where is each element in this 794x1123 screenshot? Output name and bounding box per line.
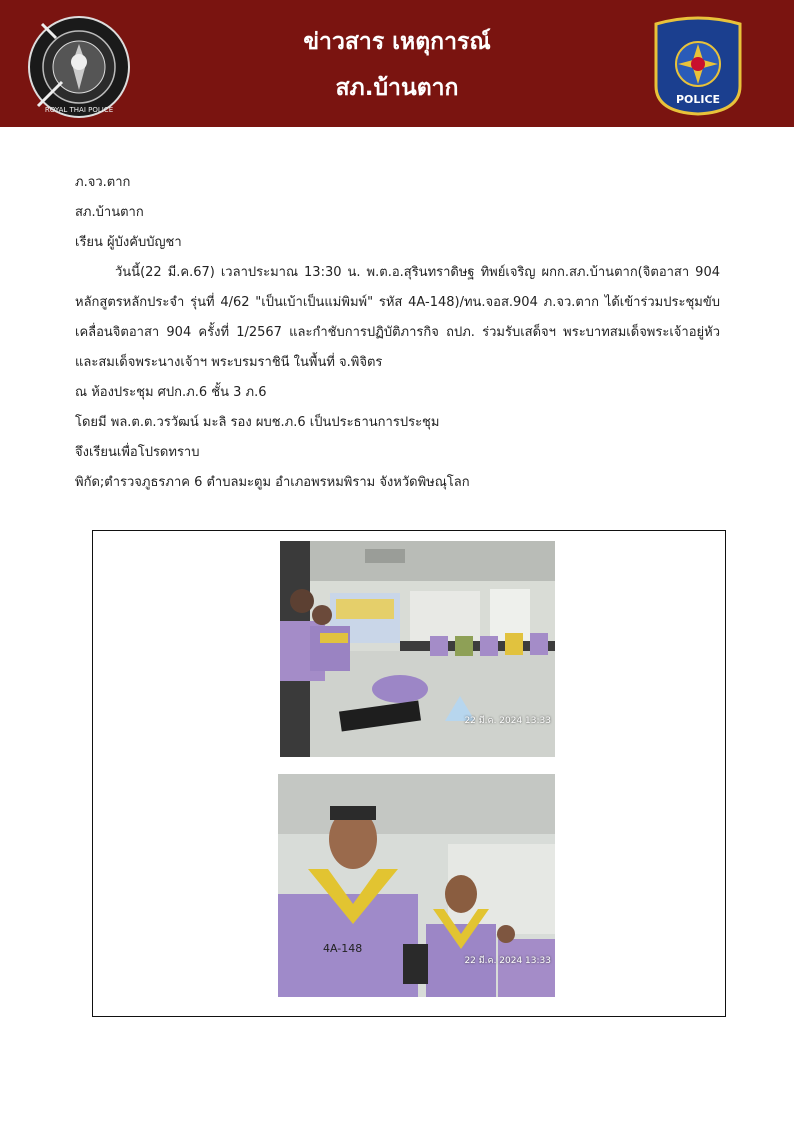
main-paragraph: วันนี้(22 มี.ค.67) เวลาประมาณ 13:30 น. พ.ต.อ.สุรินทราดิษฐ ทิพย์เจริญ ผกก.สภ.บ้านตาก(จิตอาสา 904 หลักสูตรหลักประจำ รุ่นที่ 4/62 "เป็นเบ้าเป็นแม่พิมพ์" รหัส 4A-148)/ทน.จอส.904 ภ.จว.ตาก ได้เข้าร่วมประชุมขับเคลื่อนจิตอาสา 904 ครั้งที่ 1/2567 และกำชับการปฏิบัติภารกิจ ถปภ. ร่วมรับเสด็จฯ พระบาทสมเด็จพระเจ้าอยู่หัว และสมเด็จพระนางเจ้าฯ พระบรมราชินี ในพื้นที่ จ.พิจิตร	[75, 265, 720, 370]
svg-text:ROYAL THAI POLICE: ROYAL THAI POLICE	[44, 106, 114, 114]
shirt-patch-text: 4A-148	[323, 942, 363, 955]
photo-timestamp: 22 มี.ค. 2024 13:33	[464, 956, 551, 966]
salutation: เรียน ผู้บังคับบัญชา	[75, 235, 182, 250]
header-banner	[0, 0, 794, 127]
org-line-province: ภ.จว.ตาก	[75, 175, 131, 190]
location-line: ณ ห้องประชุม ศปก.ภ.6 ชั้น 3 ภ.6	[75, 385, 267, 400]
svg-text:POLICE: POLICE	[675, 93, 721, 106]
closing-line: จึงเรียนเพื่อโปรดทราบ	[75, 445, 200, 460]
org-line-station: สภ.บ้านตาก	[75, 205, 144, 220]
document-body	[75, 168, 720, 498]
header-title-line-2: สภ.บ้านตาก	[335, 75, 459, 101]
coordinates-line: พิกัด;ตำรวจภูธรภาค 6 ตำบลมะตูม อำเภอพรหมพิราม จังหวัดพิษณุโลก	[75, 475, 470, 490]
header-title-line-1: ข่าวสาร เหตุการณ์	[303, 29, 491, 55]
tak-police-badge-logo	[648, 16, 748, 116]
photo-timestamp: 22 มี.ค. 2024 13:33	[464, 716, 551, 726]
meeting-room-photo	[280, 541, 555, 757]
chair-line: โดยมี พล.ต.ต.วรวัฒน์ มะลิ รอง ผบช.ภ.6 เป็นประธานการประชุม	[75, 415, 440, 430]
photo-frame	[92, 530, 726, 1017]
officers-photo	[278, 774, 555, 997]
